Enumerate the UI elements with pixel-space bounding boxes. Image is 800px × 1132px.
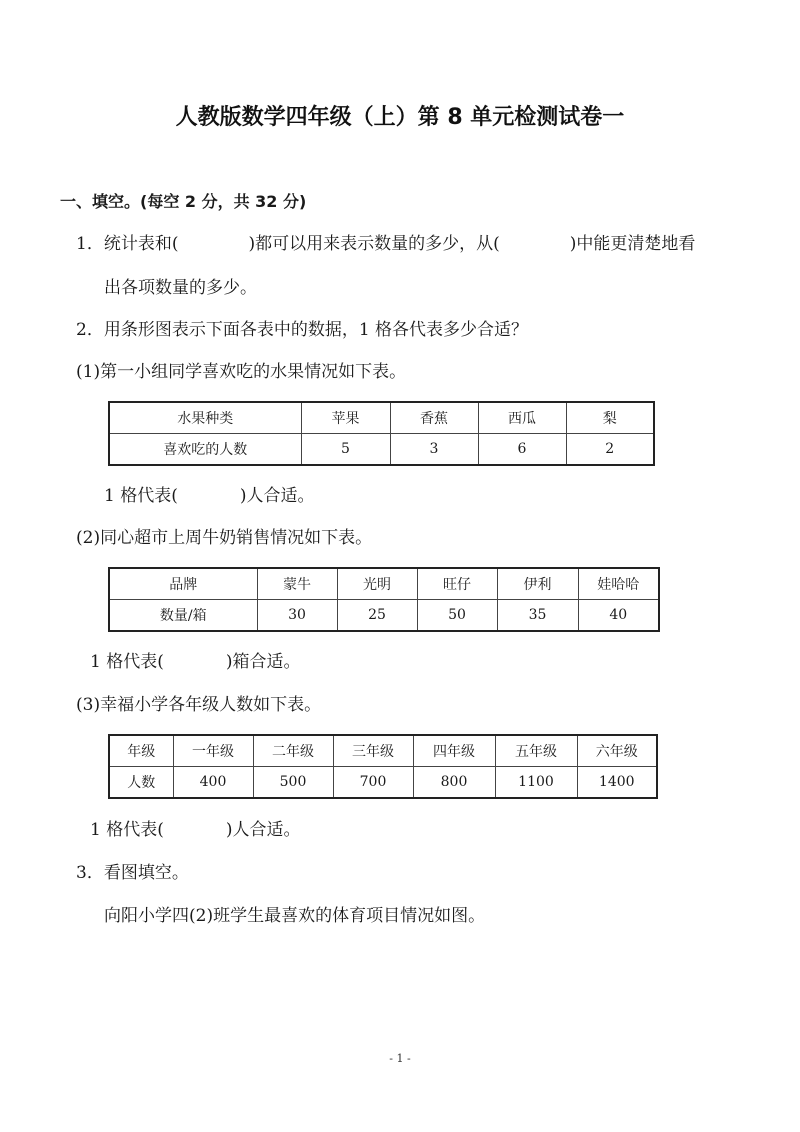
answer-suffix: )箱合适。 [225, 652, 301, 672]
sub-question-2-answer [90, 650, 301, 674]
table-header-cell: 五年级 [495, 735, 577, 767]
table-cell: 800 [413, 767, 495, 799]
sub-question-2-intro: (2)同心超市上周牛奶销售情况如下表。 [76, 528, 373, 548]
table-header-cell: 西瓜 [478, 402, 566, 434]
table-row [109, 568, 659, 600]
table-header-cell: 三年级 [333, 735, 413, 767]
question-1-line-1 [76, 232, 695, 256]
table-cell: 500 [253, 767, 333, 799]
question-1-text-a: 1．统计表和( [76, 234, 179, 254]
table-row [109, 767, 657, 799]
table-row [109, 402, 654, 434]
answer-prefix: 1 格代表( [90, 820, 164, 840]
table-row [109, 600, 659, 632]
table-header-cell: 苹果 [301, 402, 390, 434]
table-cell: 25 [337, 600, 417, 632]
table-cell: 1400 [577, 767, 657, 799]
sub-question-3-intro: (3)幸福小学各年级人数如下表。 [76, 695, 322, 715]
answer-suffix: )人合适。 [225, 820, 301, 840]
question-3-description: 向阳小学四(2)班学生最喜欢的体育项目情况如图。 [104, 906, 486, 926]
table-row [109, 434, 654, 466]
table-row [109, 735, 657, 767]
table-cell: 40 [578, 600, 659, 632]
table-header-cell: 光明 [337, 568, 417, 600]
table-cell: 400 [173, 767, 253, 799]
question-1-text-b: )都可以用来表示数量的多少，从( [248, 234, 500, 254]
question-2-text: 2．用条形图表示下面各表中的数据，1 格各代表多少合适？ [76, 320, 529, 340]
table-header-cell: 旺仔 [417, 568, 497, 600]
answer-suffix: )人合适。 [239, 486, 315, 506]
table-cell: 数量/箱 [109, 600, 257, 632]
table-header-cell: 六年级 [577, 735, 657, 767]
table-header-cell: 二年级 [253, 735, 333, 767]
fruit-table [108, 401, 655, 466]
answer-prefix: 1 格代表( [90, 652, 164, 672]
table-header-cell: 蒙牛 [257, 568, 337, 600]
table-cell: 35 [497, 600, 578, 632]
table-header-cell: 年级 [109, 735, 173, 767]
table-header-cell: 娃哈哈 [578, 568, 659, 600]
table-cell: 700 [333, 767, 413, 799]
table-cell: 50 [417, 600, 497, 632]
question-1-text-c: )中能更清楚地看 [569, 234, 696, 254]
sub-question-1-answer [104, 484, 315, 508]
table-header-cell: 水果种类 [109, 402, 301, 434]
table-cell: 人数 [109, 767, 173, 799]
table-cell: 6 [478, 434, 566, 466]
table-header-cell: 一年级 [173, 735, 253, 767]
page-title: 人教版数学四年级（上）第 8 单元检测试卷一 [175, 105, 625, 130]
table-cell: 5 [301, 434, 390, 466]
table-header-cell: 四年级 [413, 735, 495, 767]
section-heading: 一、填空。(每空 2 分，共 32 分) [60, 192, 307, 211]
question-3-text: 3．看图填空。 [76, 863, 189, 883]
table-header-cell: 伊利 [497, 568, 578, 600]
answer-prefix: 1 格代表( [104, 486, 178, 506]
sub-question-1-intro: (1)第一小组同学喜欢吃的水果情况如下表。 [76, 362, 407, 382]
table-cell: 喜欢吃的人数 [109, 434, 301, 466]
table-cell: 3 [390, 434, 478, 466]
table-cell: 1100 [495, 767, 577, 799]
table-cell: 2 [566, 434, 654, 466]
page-number: - 1 - [389, 1052, 411, 1065]
table-header-cell: 梨 [566, 402, 654, 434]
table-header-cell: 品牌 [109, 568, 257, 600]
sub-question-3-answer [90, 818, 301, 842]
question-1-line-2: 出各项数量的多少。 [104, 278, 257, 298]
table-cell: 30 [257, 600, 337, 632]
grade-table [108, 734, 658, 799]
table-header-cell: 香蕉 [390, 402, 478, 434]
milk-table [108, 567, 660, 632]
